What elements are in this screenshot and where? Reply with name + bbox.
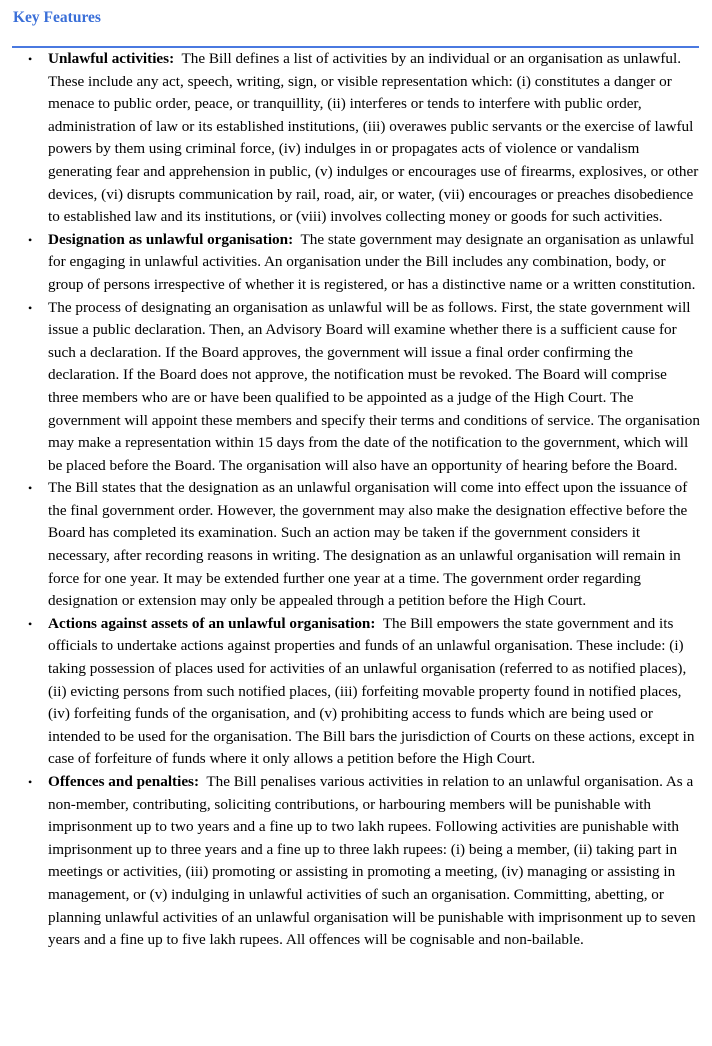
- item-title: Offences and penalties:: [48, 773, 200, 790]
- bullet-icon: •: [28, 232, 33, 247]
- section-heading: Key Features: [13, 9, 101, 26]
- bullet-icon: •: [28, 481, 33, 496]
- item-text: The Bill defines a list of activities by an individual or an organisation as unlawful. These include any act, speech, writing, sign, or visible representation which: (i) constitutes a danger or menace to public order, peace, or tranquillity, (ii) interferes or tends to interfere with public order, administration of law or its established institutions, (iii) overawes public servants or the exercise of lawful powers by them using criminal force, (iv) indulges in or propagates acts of violence or vandalism generating fear and apprehension in public, (v) indulges or encourages use of firearms, explosives, or other devices, (vi) disrupts communication by rail, road, air, or water, (vii) encourages or preaches disobedience to established law and its institutions, or (viii) involves collecting money or goods for such activities.: [48, 50, 699, 226]
- item-text: The Bill states that the designation as an unlawful organisation will come into effect upon the issuance of the final government order. However, the government may also make the designation effective before the Board has completed its examination. Such an action may be taken if the government considers it necessary, after recording reasons in writing. The designation as an unlawful organisation will remain in force for one year. It may be extended further one year at a time. The government order regarding designation or extension may only be appealed through a petition before the High Court.: [48, 479, 688, 610]
- bullet-icon: •: [28, 775, 33, 789]
- item-title: Designation as unlawful organisation:: [48, 230, 294, 248]
- item-text: The Bill empowers the state government and its officials to undertake actions against properties and funds of an unlawful organisation. These include: (i) taking possession of places used for activities of an unlawful organisation (referred to as notified places), (ii) evicting persons from such notified places, (iii) forfeiting movable property found in notified places, (iv) forfeiting funds of the organisation, and (v) prohibiting access to funds which are being used or intended to be used for the organisation. The Bill bars the jurisdiction of Courts on these actions, except in case of forfeiture of funds where it only allows a petition before the High Court.: [48, 614, 695, 768]
- list-item-actions-against-assets: [0, 613, 700, 771]
- item-text: The process of designating an organisation as unlawful will be as follows. First, the state government will issue a public declaration. Then, an Advisory Board will examine whether there is a sufficient cause for such a declaration. If the Board approves, the government will issue a final order confirming the declaration. If the Board does not approve, the notification must be revoked. The Board will comprise three members who are or have been qualified to be appointed as a judge of the High Court. The government will appoint these members and specify their terms and conditions of service. The organisation may make a representation within 15 days from the date of the notification to the government, which will be placed before the Board. The organisation will also have an opportunity of hearing before the Board.: [48, 298, 700, 474]
- list-item-designation: [0, 229, 700, 297]
- bullet-icon: •: [28, 300, 33, 315]
- item-title: Actions against assets of an unlawful organisation:: [48, 614, 376, 632]
- key-features-list: [0, 48, 700, 952]
- list-item-designation-process: [0, 297, 700, 478]
- list-item-unlawful-activities: [0, 48, 700, 229]
- list-item-designation-effect: [0, 477, 700, 613]
- item-title: Unlawful activities:: [48, 50, 175, 67]
- bullet-icon: •: [28, 616, 33, 631]
- item-text: The state government may designate an organisation as unlawful for engaging in unlawful activities. An organisation under the Bill includes any combination, body, or group of persons irrespective of whether it is registered, or has a distinctive name or a written constitution.: [48, 230, 696, 293]
- bullet-icon: •: [28, 52, 33, 66]
- item-text: The Bill penalises various activities in relation to an unlawful organisation. As a non-member, contributing, soliciting contributions, or harbouring members will be punishable with imprisonment up to two years and a fine up to two lakh rupees. Following activities are punishable with imprisonment up to three years and a fine up to three lakh rupees: (i) being a member, (ii) taking part in meetings or activities, (iii) promoting or assisting in promoting a meeting, (iv) managing or assisting in management, or (v) indulging in unlawful activities of such an organisation. Committing, abetting, or planning unlawful activities of an unlawful organisation will be punishable with imprisonment up to seven years and a fine up to five lakh rupees. All offences will be cognisable and non-bailable.: [48, 773, 696, 949]
- list-item-offences-penalties: [0, 771, 700, 952]
